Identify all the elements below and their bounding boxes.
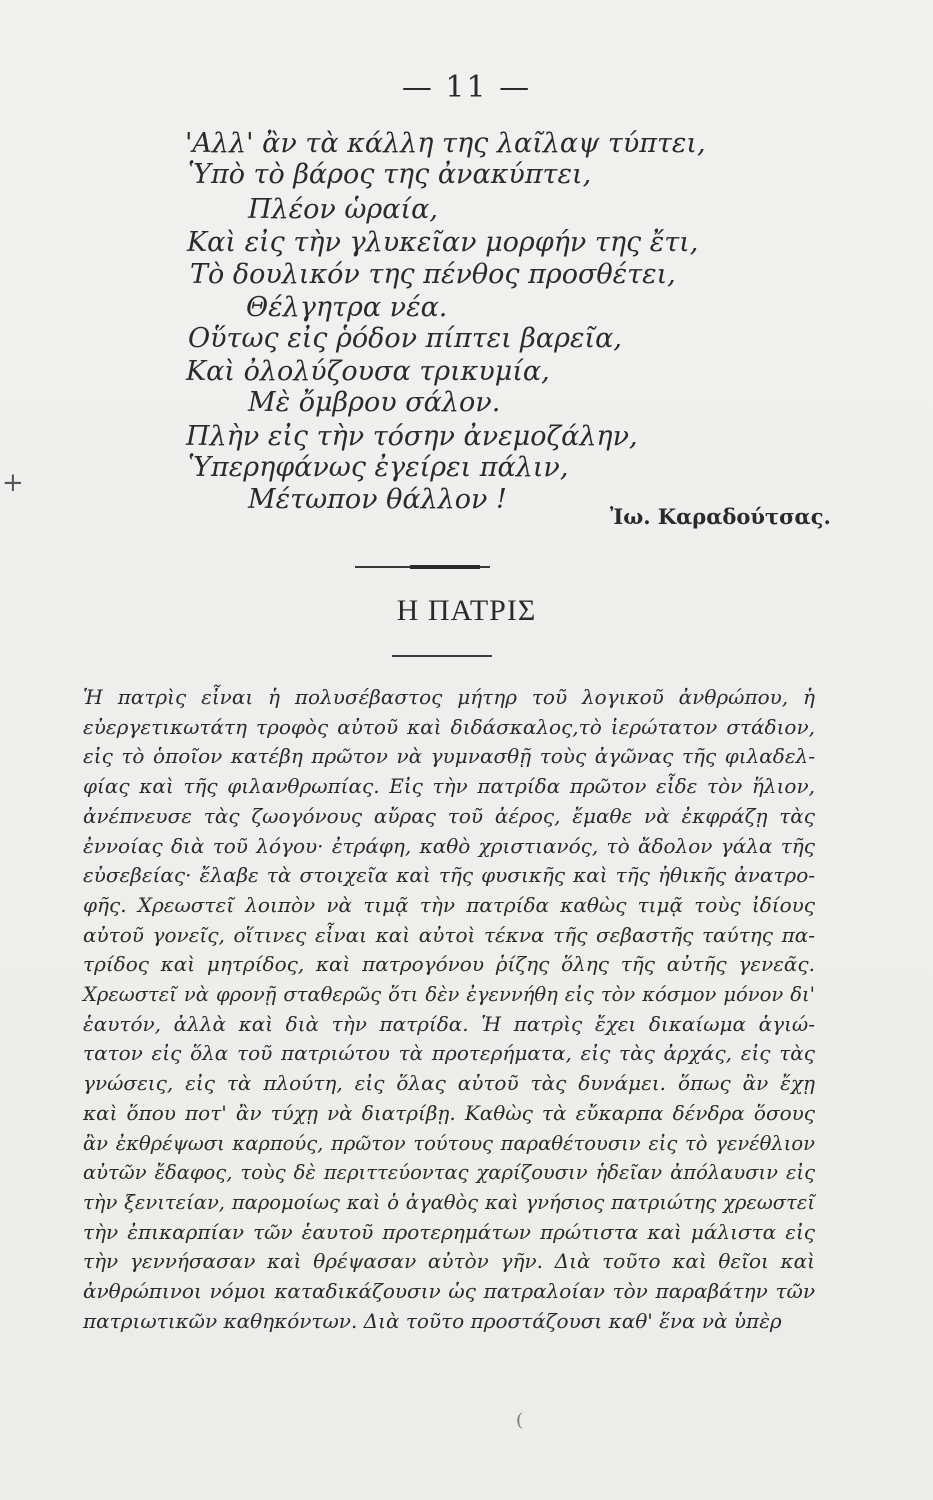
body-line: ἐννοίας διὰ τοῦ λόγου· ἐτράφη, καθὸ χριστιανός, τὸ ἄδολον γάλα τῆς <box>83 833 815 858</box>
body-line: φίας καὶ τῆς φιλανθρωπίας. Εἰς τὴν πατρίδα πρῶτον εἶδε τὸν ἥλιον, <box>83 774 815 799</box>
poem-line: Μὲ ὄμβρου σάλον. <box>248 387 501 418</box>
divider-ornament <box>410 565 480 569</box>
poem-line: Θέλγητρα νέα. <box>246 292 448 323</box>
body-line: ἀνέπνευσε τὰς ζωογόνους αὔρας τοῦ ἀέρος, ἔμαθε νὰ ἐκφράζῃ τὰς <box>83 803 815 828</box>
body-line: Ἡ πατρὶς εἶναι ἡ πολυσέβαστος μήτηρ τοῦ λογικοῦ ἀνθρώπου, ἡ <box>83 685 815 709</box>
body-line: τὴν γεννήσασαν καὶ θρέψασαν αὐτὸν γῆν. Διὰ τοῦτο καὶ θεῖοι καὶ <box>83 1249 815 1274</box>
body-line: καὶ ὅπου ποτ' ἂν τύχῃ νὰ διατρίβῃ. Καθὼς τὰ εὔκαρπα δένδρα ὅσους <box>83 1100 815 1125</box>
body-line: ἂν ἐκθρέψωσι καρπούς, πρῶτον τούτους παραθέτουσιν εἰς τὸ γενέθλιον <box>83 1131 815 1155</box>
article-body <box>83 683 815 1336</box>
body-line: αὐτοῦ γονεῖς, οἵτινες εἶναι καὶ αὐτοὶ τέκνα τῆς σεβαστῆς ταύτης πα- <box>83 922 815 947</box>
poem-line: Πλέον ὡραία, <box>248 194 438 225</box>
body-line: ἑαυτόν, ἀλλὰ καὶ διὰ τὴν πατρίδα. Ἡ πατρὶς ἔχει δικαίωμα ἁγιώ- <box>83 1011 815 1036</box>
poem-line: Ὑπὸ τὸ βάρος της ἀνακύπτει, <box>188 159 592 190</box>
body-line: πατριωτικῶν καθηκόντων. Διὰ τοῦτο προστάζουσι καθ' ἕνα νὰ ὑπὲρ <box>83 1308 782 1333</box>
body-line: εὐσεβείας· ἔλαβε τὰ στοιχεῖα καὶ τῆς φυσικῆς καὶ τῆς ἠθικῆς ἀνατρο- <box>83 863 815 888</box>
poem-line: Οὕτως εἰς ῥόδον πίπτει βαρεῖα, <box>188 323 622 354</box>
poem-line: Ὑπερηφάνως ἐγείρει πάλιν, <box>188 452 569 483</box>
margin-mark: + <box>2 468 24 498</box>
body-line: τὴν ξενιτείαν, παρομοίως καὶ ὁ ἀγαθὸς καὶ γνήσιος πατριώτης χρεωστεῖ <box>83 1190 815 1214</box>
body-line: φῆς. Χρεωστεῖ λοιπὸν νὰ τιμᾷ τὴν πατρίδα καθὼς τιμᾷ τοὺς ἰδίους <box>83 892 815 917</box>
body-line: Χρεωστεῖ νὰ φρονῇ σταθερῶς ὅτι δὲν ἐγεννήθη εἰς τὸν κόσμον μόνον δι' <box>83 983 815 1007</box>
body-line: τὴν ἐπικαρπίαν τῶν ἑαυτοῦ προτερημάτων πρώτιστα καὶ μάλιστα εἰς <box>83 1219 815 1244</box>
signature: Ἰω. Καραδούτσας. <box>610 504 831 529</box>
poem-line: 'Αλλ' ἂν τὰ κάλλη της λαῖλαψ τύπτει, <box>185 128 706 159</box>
body-line: τατον εἰς ὅλα τοῦ πατριώτου τὰ προτερήματα, εἰς τὰς ἀρχάς, εἰς τὰς <box>83 1041 815 1066</box>
body-line: τρίδος καὶ μητρίδος, καὶ πατρογόνου ῥίζης ὅλης τῆς αὐτῆς γενεᾶς. <box>83 952 815 977</box>
poem-line: Καὶ ὀλολύζουσα τρικυμία, <box>186 356 550 387</box>
foot-mark: ( <box>516 1410 524 1431</box>
poem-line: Τὸ δουλικόν της πένθος προσθέτει, <box>190 259 676 290</box>
page-number: — 11 — <box>401 70 532 105</box>
body-line: γνώσεις, εἰς τὰ πλούτη, εἰς ὅλας αὐτοῦ τὰς δυνάμει. ὅπως ἂν ἔχῃ <box>83 1071 815 1096</box>
poem-line: Καὶ εἰς τὴν γλυκεῖαν μορφήν της ἔτι, <box>187 227 699 258</box>
body-line: αὐτῶν ἔδαφος, τοὺς δὲ περιττεύοντας χαρίζουσιν ἡδεῖαν ἀπόλαυσιν εἰς <box>83 1161 815 1185</box>
body-line: εἰς τὸ ὁποῖον κατέβη πρῶτον νὰ γυμνασθῇ τοὺς ἀγῶνας τῆς φιλαδελ- <box>83 744 815 769</box>
body-line: εὐεργετικωτάτη τροφὸς αὐτοῦ καὶ διδάσκαλος,τὸ ἱερώτατον στάδιον, <box>83 714 815 739</box>
section-title: Η ΠΑΤΡΙΣ <box>396 594 537 627</box>
poem-line: Πλὴν εἰς τὴν τόσην ἀνεμοζάλην, <box>186 421 638 452</box>
poem-line: Μέτωπον θάλλον ! <box>248 484 507 515</box>
title-underline <box>392 655 492 657</box>
body-line: ἀνθρώπινοι νόμοι καταδικάζουσιν ὡς πατραλοίαν τὸν παραβάτην τῶν <box>83 1279 815 1304</box>
